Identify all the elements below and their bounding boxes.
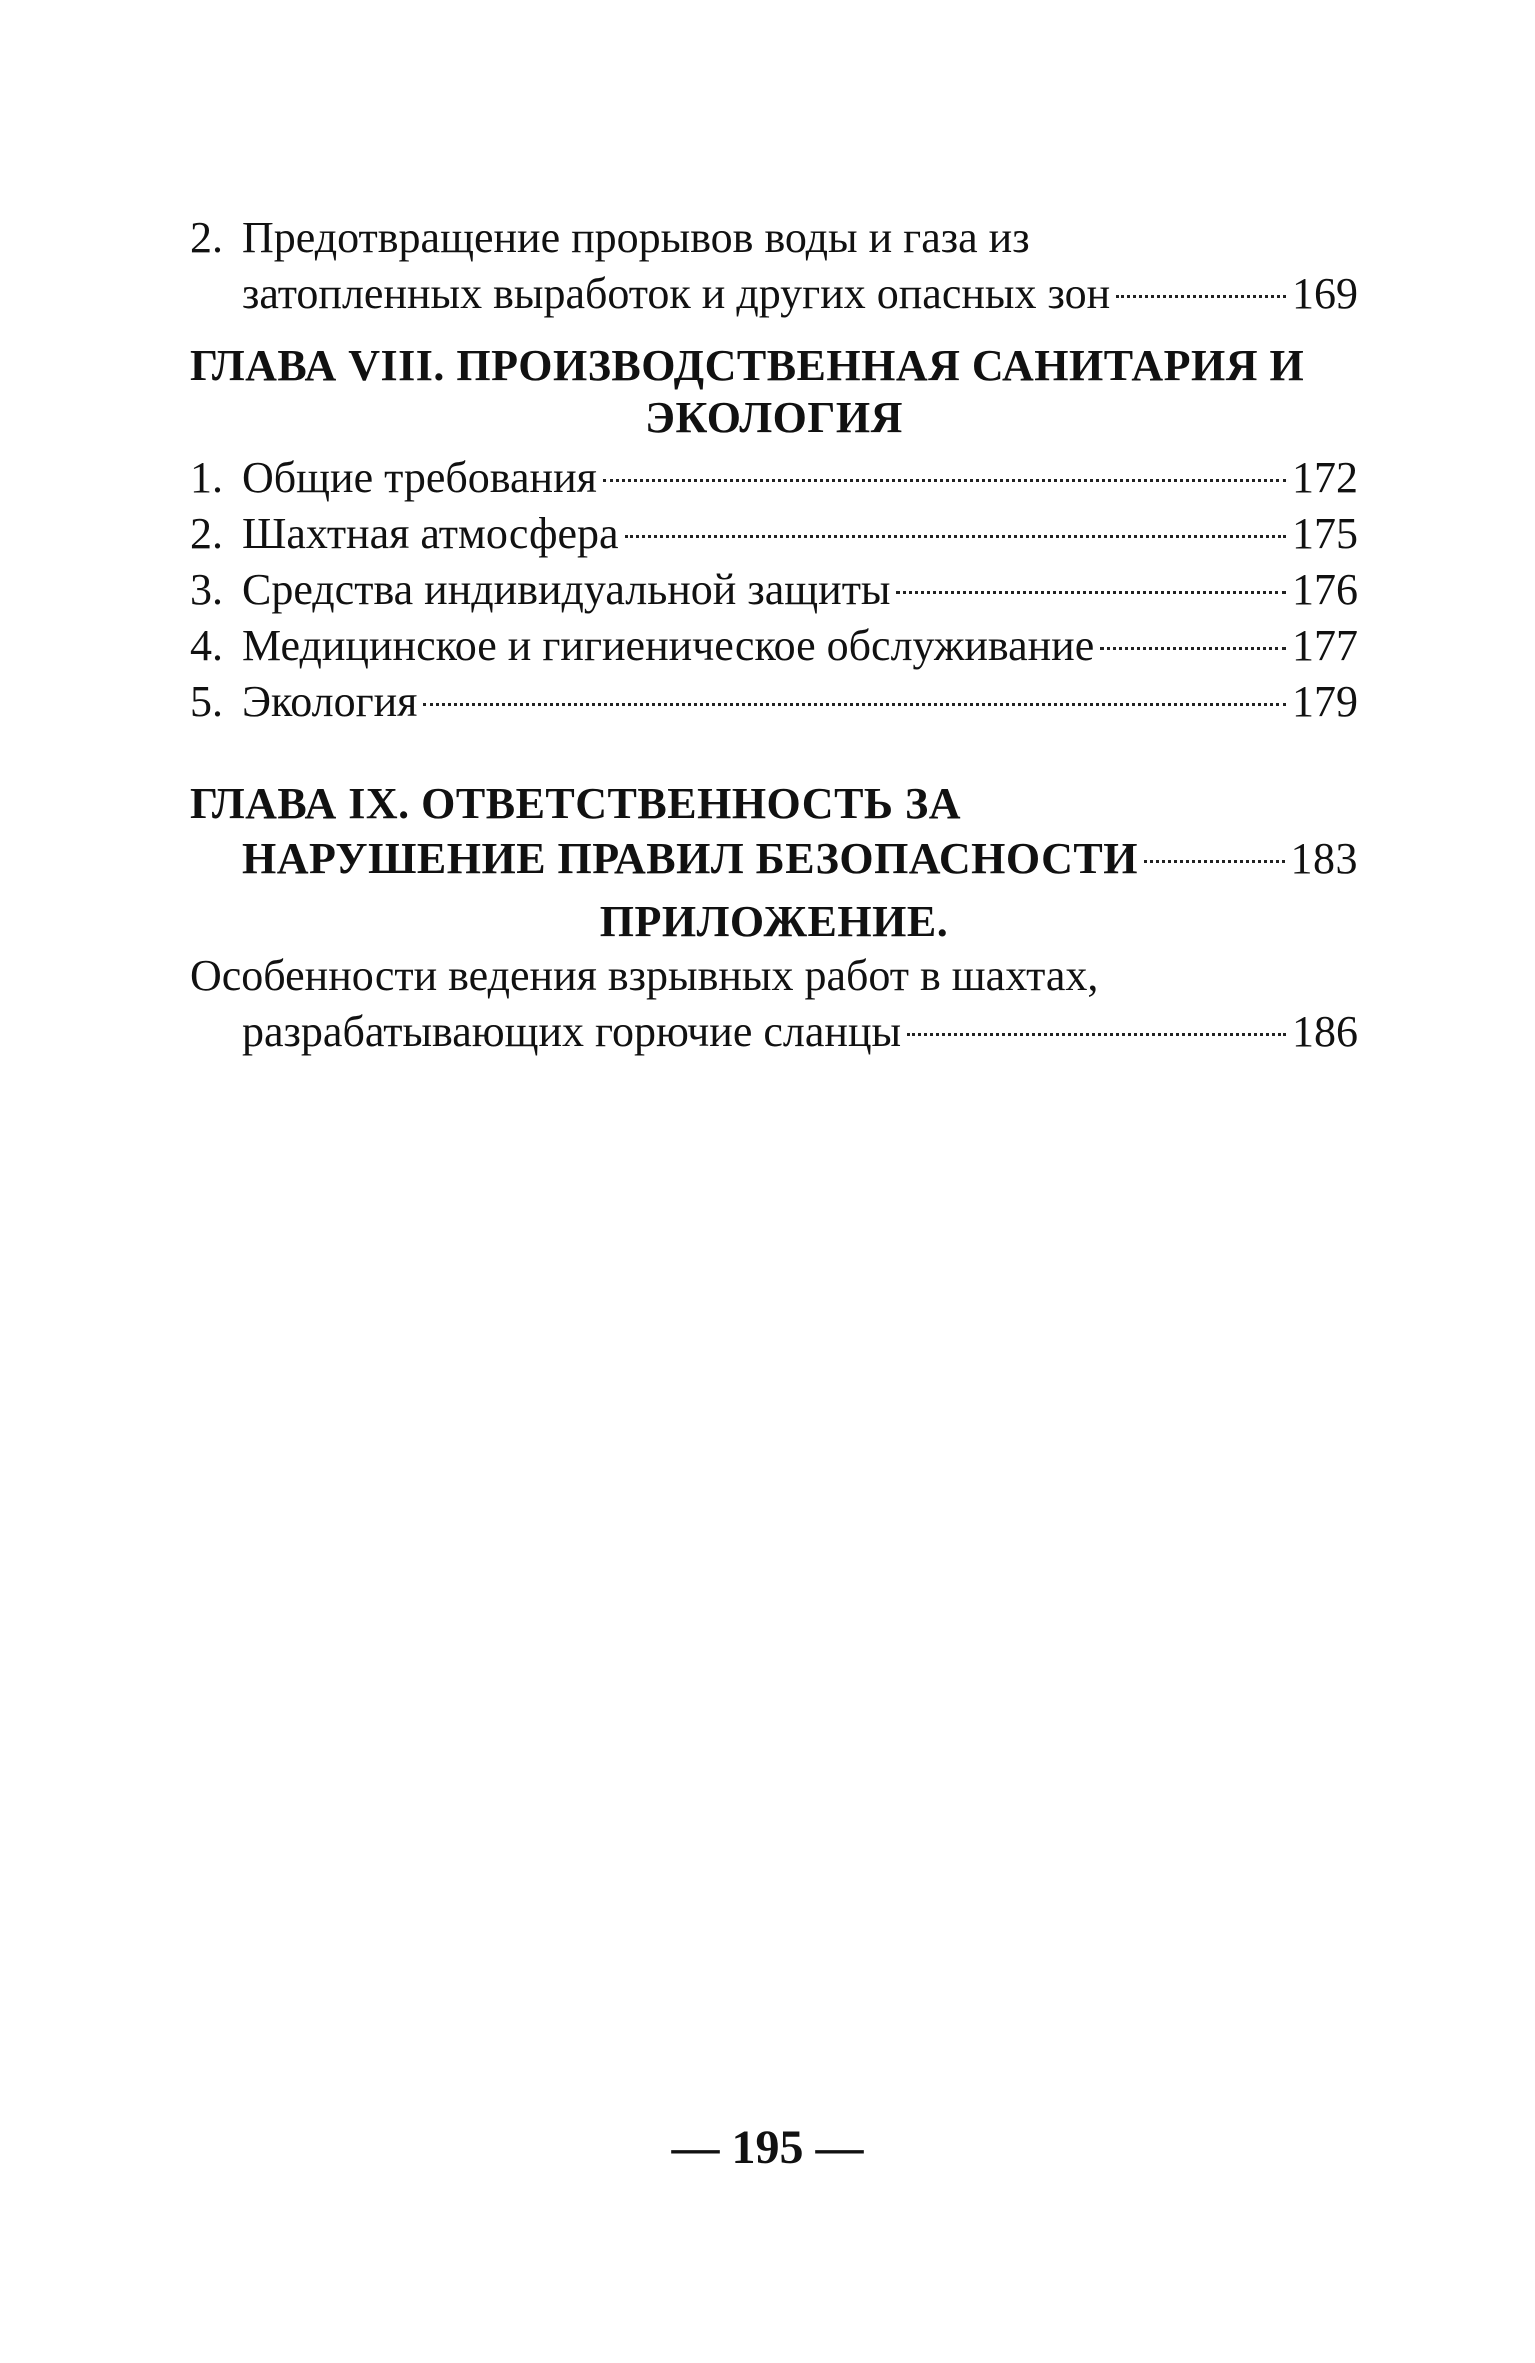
entry-page-number: 183 bbox=[1290, 834, 1358, 883]
chapter-9-title-line2-row bbox=[190, 830, 1358, 888]
entry-page-number: 169 bbox=[1292, 269, 1358, 318]
toc-entry-water-gas-cont bbox=[190, 266, 1358, 322]
appendix-heading: ПРИЛОЖЕНИЕ. bbox=[599, 897, 949, 946]
entry-number: 2. bbox=[190, 213, 223, 262]
appendix-title-line1: Особенности ведения взрывных работ в шахтах, bbox=[190, 951, 1099, 1000]
entry-number: 4. bbox=[190, 621, 223, 670]
appendix-title-line2: разрабатывающих горючие сланцы bbox=[242, 1007, 902, 1056]
appendix-entry-line1 bbox=[190, 948, 1358, 1004]
entry-number: 2. bbox=[190, 509, 223, 558]
chapter-8-heading bbox=[190, 340, 1358, 444]
entry-number: 3. bbox=[190, 565, 223, 614]
page-number-footer: — 195 — bbox=[671, 2121, 864, 2174]
dot-leader bbox=[625, 535, 1286, 538]
entry-page-number: 172 bbox=[1292, 453, 1358, 502]
entry-page-number: 177 bbox=[1292, 621, 1358, 670]
toc-entry-water-gas bbox=[190, 210, 1358, 266]
toc-entry bbox=[190, 506, 1358, 562]
dot-leader bbox=[896, 591, 1286, 594]
chapter-8-items bbox=[190, 450, 1358, 730]
entry-number: 1. bbox=[190, 453, 223, 502]
dot-leader bbox=[1116, 295, 1286, 298]
entry-number: 5. bbox=[190, 677, 223, 726]
chapter-9-title-line1: ГЛАВА IX. ОТВЕТСТВЕННОСТЬ ЗА bbox=[190, 779, 962, 828]
entry-title-line2: затопленных выработок и других опасных зон bbox=[242, 269, 1111, 318]
chapter-9-heading bbox=[190, 778, 1358, 888]
entry-title: Медицинское и гигиеническое обслуживание bbox=[242, 621, 1095, 670]
dot-leader bbox=[423, 703, 1286, 706]
table-of-contents bbox=[190, 210, 1358, 1060]
chapter-8-title-line2: ЭКОЛОГИЯ bbox=[645, 393, 903, 442]
chapter-9-title-line2: НАРУШЕНИЕ ПРАВИЛ БЕЗОПАСНОСТИ bbox=[242, 834, 1138, 883]
entry-page-number: 186 bbox=[1292, 1007, 1358, 1056]
dot-leader bbox=[603, 479, 1286, 482]
toc-entry bbox=[190, 450, 1358, 506]
entry-title: Шахтная атмосфера bbox=[242, 509, 619, 558]
entry-title: Средства индивидуальной защиты bbox=[242, 565, 891, 614]
toc-entry bbox=[190, 562, 1358, 618]
entry-title-line1: Предотвращение прорывов воды и газа из bbox=[242, 213, 1030, 262]
entry-page-number: 179 bbox=[1292, 677, 1358, 726]
entry-page-number: 175 bbox=[1292, 509, 1358, 558]
entry-page-number: 176 bbox=[1292, 565, 1358, 614]
entry-title: Экология bbox=[242, 677, 418, 726]
entry-title: Общие требования bbox=[242, 453, 597, 502]
appendix-entry-line2 bbox=[190, 1004, 1358, 1060]
dot-leader bbox=[1100, 647, 1286, 650]
chapter-8-title-line1: ГЛАВА VIII. ПРОИЗВОДСТВЕННАЯ САНИТАРИЯ И bbox=[190, 341, 1305, 390]
toc-entry bbox=[190, 674, 1358, 730]
dot-leader bbox=[1144, 860, 1285, 863]
toc-entry bbox=[190, 618, 1358, 674]
dot-leader bbox=[907, 1033, 1286, 1036]
